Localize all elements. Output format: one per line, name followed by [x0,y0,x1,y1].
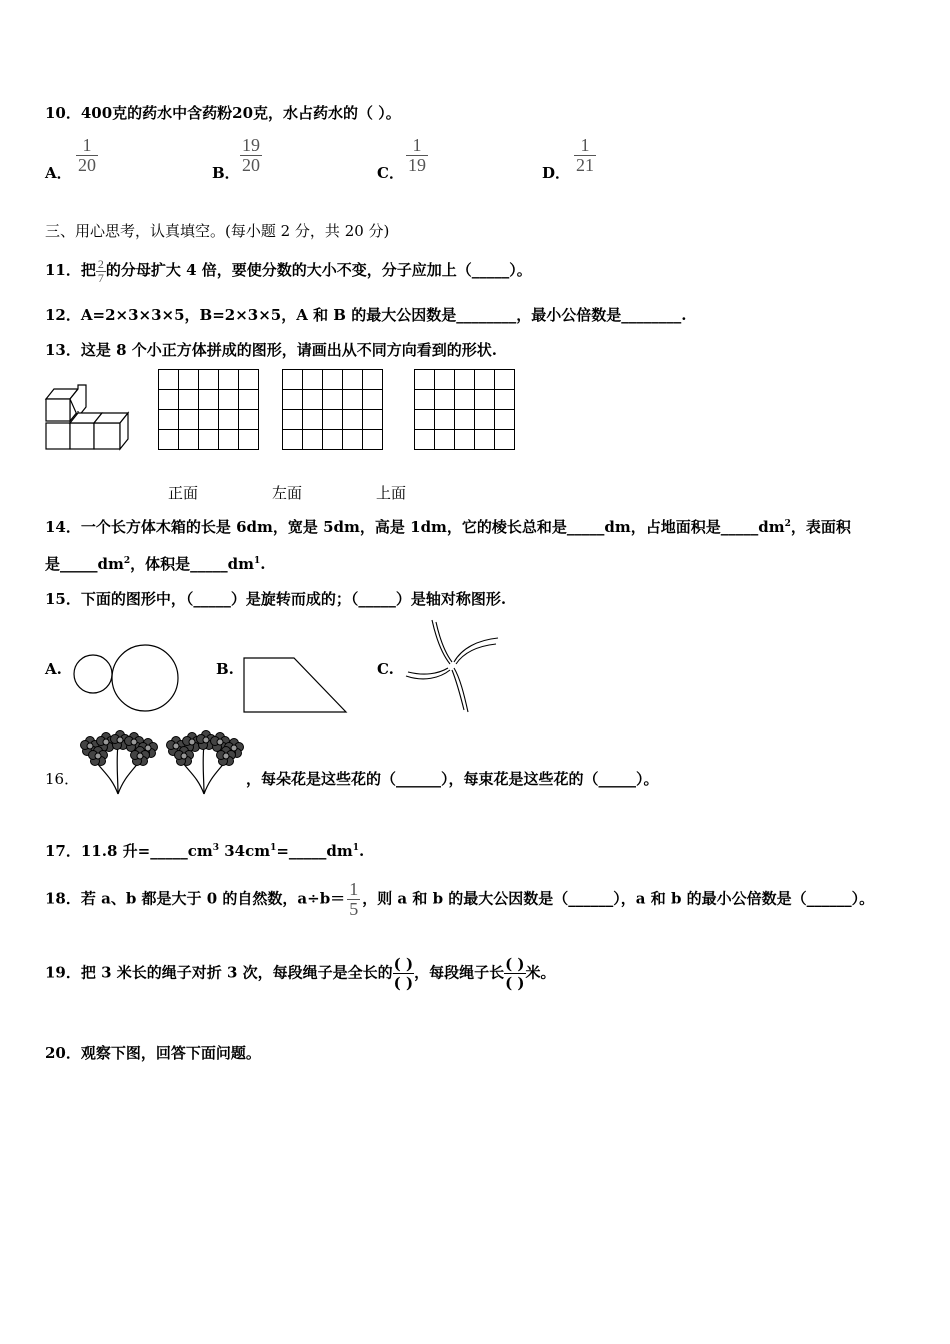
q10-option-d-fraction: $\frac{1}{21}$ [576,135,594,175]
q17-text: 17．11.8 升$=\_\_\_\_\_cm^3$ $34cm^1=\_\_\_\_\_dm^1$. [45,842,365,860]
two-circles-figure [72,644,182,716]
q10-option-c-fraction: $\frac{1}{19}$ [408,135,426,175]
q19-fraction-blank-2: ( ) ( ) [505,955,525,992]
q14-line1: 14．一个长方体木箱的长是 6dm，宽是 5dm，高是 1dm，它的棱长总和是_____dm，占地面积是$\_\_\_\_\_dm^2$，表面积 [45,518,851,536]
label-front-view: 正面 [168,484,199,502]
q10-text: 10．400克的药水中含药粉20克，水占药水的（ ）。 [45,104,401,122]
q15-option-a-label: A. [45,660,62,678]
q11-text: 11．把 $\frac{2}{7}$ 的分母扩大 4 倍，要使分数的大小不变，分子应加上（_____）。 [45,257,532,285]
label-left-view: 左面 [272,484,303,502]
grid-front-view[interactable] [158,369,259,450]
q13-text: 13．这是 8 个小正方体拼成的图形，请画出从不同方向看到的形状. [45,341,497,359]
q15-option-b-label: B. [216,660,234,678]
q18-fraction: $\frac{1}{5}$ [349,879,359,919]
q19-text: 19．把 3 米长的绳子对折 3 次，每段绳子是全长的 ( ) ( )，每段绳子长 ( ) ( )米。 [45,955,556,992]
q15-text: 15．下面的图形中，（_____）是旋转而成的；（_____）是轴对称图形. [45,590,507,608]
q10-option-a-fraction: $\frac{1}{20}$ [78,135,96,175]
grid-top-view[interactable] [414,369,515,450]
section-3-heading: 三、用心思考，认真填空。(每小题 2 分，共 20 分) [45,222,390,240]
q10-option-a-label: A． [45,164,72,182]
q11-fraction: $\frac{2}{7}$ [97,257,104,285]
q10-option-d-label: D． [542,164,571,182]
grid-left-view[interactable] [282,369,383,450]
pinwheel-curves-figure [402,618,502,716]
q12-text: 12．A=2×3×3×5，B=2×3×5，A 和 B 的最大公因数是________，最小公倍数是________. [45,306,687,324]
q10-option-b-label: B． [212,164,240,182]
q15-option-c-label: C. [377,660,394,678]
q19-fraction-blank-1: ( ) ( ) [393,955,414,992]
cube-stack-figure [44,383,140,453]
flower-bouquets-figure [76,728,248,798]
q18-text: 18．若 a、b 都是大于 0 的自然数，a÷b＝ $\frac{1}{5}$ ，则 a 和 b 的最大公因数是（______），a 和 b 的最小公倍数是（______）。 [45,879,875,919]
q10-option-c-label: C． [377,164,404,182]
trapezoid-figure [242,656,350,714]
label-top-view: 上面 [376,484,407,502]
q20-text: 20．观察下图，回答下面问题。 [45,1044,261,1062]
q14-line2: 是$\_\_\_\_\_dm^2$，体积是$\_\_\_\_\_dm^1$. [45,555,266,573]
q16-text: ，每朵花是这些花的（______），每束花是这些花的（_____）。 [246,770,659,788]
q10-option-b-fraction: $\frac{19}{20}$ [242,135,260,175]
q16-number: 16． [45,770,80,788]
